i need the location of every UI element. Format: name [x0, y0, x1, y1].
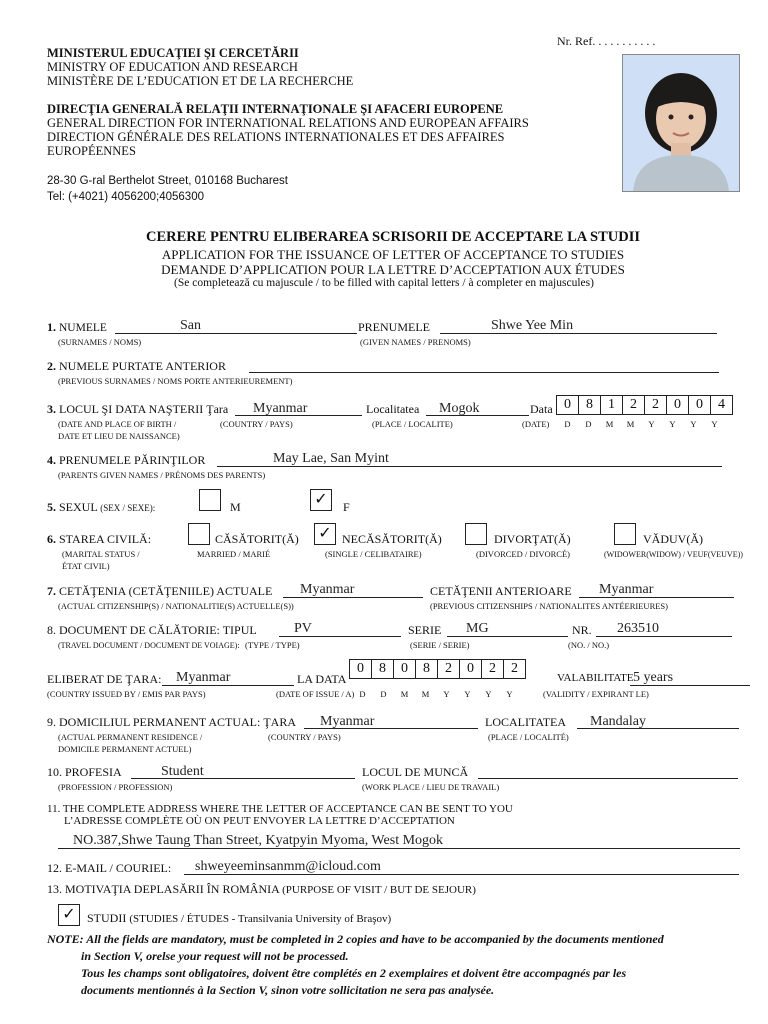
date-digit-cell[interactable]: 0 [350, 660, 372, 678]
given-name-value[interactable]: Shwe Yee Min [491, 318, 574, 333]
birth-sublabel-fr: DATE ET LIEU DE NAISSANCE) [58, 431, 180, 441]
date-digit-cell[interactable]: 2 [438, 660, 460, 678]
surname-value[interactable]: San [180, 318, 201, 333]
single-checkbox[interactable]: ✓ [314, 523, 336, 545]
date-format-letter: D [564, 419, 571, 429]
validity-value[interactable]: 5 years [633, 670, 674, 685]
email-value[interactable]: shweyeeminsanmm@icloud.com [195, 859, 381, 874]
note-line-4: documents mentionnés à la Section V, sinon votre sollicitation ne sera pas analysée. [81, 983, 495, 997]
date-digit-cell[interactable]: 8 [372, 660, 394, 678]
document-type-sublabel: (TYPE / TYPE) [245, 640, 300, 650]
married-checkbox[interactable] [188, 523, 210, 545]
birth-date-format [557, 419, 725, 429]
document-type-value[interactable]: PV [294, 621, 312, 636]
residence-country-sublabel: (COUNTRY / PAYS) [268, 732, 341, 742]
issued-by-label: ELIBERAT DE ŢARA: [47, 672, 162, 686]
workplace-sublabel: (WORK PLACE / LIEU DE TRAVAIL) [362, 782, 500, 792]
birth-place-label: Localitatea [366, 402, 420, 416]
field-11-label-fr: L’ADRESSE COMPLÈTE OÙ ON PEUT ENVOYER LA LETTRE D’ACCEPTATION [64, 815, 455, 827]
field-8-label: 8. DOCUMENT DE CĂLĂTORIE: TIPUL [47, 623, 257, 637]
surname-sublabel: (SURNAMES / NOMS) [58, 337, 142, 347]
date-digit-cell[interactable]: 2 [645, 396, 667, 414]
form-instructions: (Se completează cu majuscule / to be filled with capital letters / à completer en majuscules) [174, 277, 594, 289]
issue-date-cells[interactable] [349, 659, 526, 679]
date-format-letter: Y [506, 689, 513, 699]
date-format-letter: Y [443, 689, 450, 699]
document-series-value[interactable]: MG [466, 621, 489, 636]
date-format-letter: M [400, 689, 409, 699]
parents-value[interactable]: May Lae, San Myint [273, 451, 389, 466]
field-2-label: 2. NUMELE PURTATE ANTERIOR [47, 359, 226, 373]
married-sublabel: MARRIED / MARIÉ [197, 549, 271, 559]
date-format-letter: Y [711, 419, 718, 429]
date-format-letter: Y [485, 689, 492, 699]
date-format-letter: D [359, 689, 366, 699]
date-format-letter: Y [669, 419, 676, 429]
ministry-name-en: MINISTRY OF EDUCATION AND RESEARCH [47, 60, 298, 74]
field-12-label: 12. E-MAIL / COURIEL: [47, 861, 172, 875]
field-7-label: 7. CETĂŢENIA (CETĂŢENIILE) ACTUALE [47, 584, 273, 598]
field-10-label: 10. PROFESIA [47, 765, 122, 779]
date-digit-cell[interactable]: 8 [579, 396, 601, 414]
document-series-sublabel: (SERIE / SERIE) [410, 640, 470, 650]
residence-sublabel: (ACTUAL PERMANENT RESIDENCE / [58, 732, 203, 742]
residence-place-value[interactable]: Mandalay [590, 714, 646, 729]
form-title-ro: CERERE PENTRU ELIBERAREA SCRISORII DE ACCEPTARE LA STUDII [145, 229, 641, 245]
date-format-letter: M [605, 419, 614, 429]
studies-label: STUDII (STUDIES / ÉTUDES - Transilvania University of Braşov) [87, 911, 392, 925]
field-11-label: 11. THE COMPLETE ADDRESS WHERE THE LETTER OF ACCEPTANCE CAN BE SENT TO YOU [47, 803, 513, 815]
studies-checkbox[interactable]: ✓ [58, 904, 80, 926]
document-number-value[interactable]: 263510 [617, 621, 659, 636]
field-1-label: 1. NUMELE [47, 320, 107, 334]
direction-name-ro: DIRECŢIA GENERALĂ RELAŢII INTERNAŢIONALE ŞI AFACERI EUROPENE [47, 102, 504, 116]
date-digit-cell[interactable]: 2 [623, 396, 645, 414]
widowed-checkbox[interactable] [614, 523, 636, 545]
office-address: 28-30 G-ral Berthelot Street, 010168 Bucharest [47, 175, 289, 187]
date-digit-cell[interactable]: 2 [482, 660, 504, 678]
widowed-label: VĂDUV(Ă) [643, 532, 703, 546]
form-title-fr: DEMANDE D’APPLICATION POUR LA LETTRE D’ACCEPTATION AUX ÉTUDES [161, 262, 625, 277]
issue-date-format [352, 689, 520, 699]
workplace-underline[interactable] [478, 778, 738, 779]
divorced-sublabel: (DIVORCED / DIVORCÉ) [476, 549, 570, 559]
residence-sublabel-fr: DOMICILE PERMANENT ACTUEL) [58, 744, 192, 754]
document-number-sublabel: (NO. / NO.) [568, 640, 610, 650]
birth-country-sublabel: (COUNTRY / PAYS) [220, 419, 293, 429]
marital-sublabel: (MARITAL STATUS / [62, 549, 140, 559]
given-name-sublabel: (GIVEN NAMES / PRENOMS) [360, 337, 471, 347]
issue-date-sublabel: (DATE OF ISSUE / A) [276, 689, 355, 699]
previous-citizenship-label: CETĂŢENII ANTERIOARE [430, 584, 572, 598]
citizenship-sublabel: (ACTUAL CITIZENSHIP(S) / NATIONALITIE(S) ACTUELLE(S)) [58, 601, 294, 611]
ministry-name-fr: MINISTÈRE DE L’EDUCATION ET DE LA RECHERCHE [47, 74, 354, 88]
single-sublabel: (SINGLE / CELIBATAIRE) [325, 549, 422, 559]
residence-place-label: LOCALITATEA [485, 715, 567, 729]
sex-f-checkbox[interactable]: ✓ [310, 489, 332, 511]
given-name-label: PRENUMELE [358, 320, 430, 334]
issued-by-sublabel: (COUNTRY ISSUED BY / EMIS PAR PAYS) [47, 689, 206, 699]
note-line-3: Tous les champs sont obligatoires, doivent être complétés en 2 exemplaires et doivent être accompagnés par les [81, 966, 627, 980]
residence-country-value[interactable]: Myanmar [320, 714, 375, 729]
field-3-label: 3. LOCUL ŞI DATA NAŞTERII Ţara [47, 402, 229, 416]
surname-underline [115, 333, 357, 334]
field-4-label: 4. PRENUMELE PĂRINŢILOR [47, 453, 206, 467]
birth-sublabel: (DATE AND PLACE OF BIRTH / [58, 419, 177, 429]
married-label: CĂSĂTORIT(Ă) [215, 532, 299, 546]
direction-name-fr-cont: EUROPÉENNES [47, 144, 136, 158]
direction-name-en: GENERAL DIRECTION FOR INTERNATIONAL RELATIONS AND EUROPEAN AFFAIRS [47, 116, 529, 130]
date-format-letter: M [421, 689, 430, 699]
date-format-letter: D [585, 419, 592, 429]
field-9-label: 9. DOMICILIUL PERMANENT ACTUAL: ŢARA [47, 715, 296, 729]
form-title-en: APPLICATION FOR THE ISSUANCE OF LETTER OF ACCEPTANCE TO STUDIES [161, 247, 625, 262]
reference-number: Nr. Ref. . . . . . . . . . . [557, 34, 656, 48]
date-digit-cell[interactable]: 0 [689, 396, 711, 414]
previous-surname-underline[interactable] [249, 372, 719, 373]
field-5-label: 5. SEXUL (SEX / SEXE): [47, 500, 156, 514]
residence-place-sublabel: (PLACE / LOCALITÉ) [488, 732, 569, 742]
issue-date-label: LA DATA [297, 672, 347, 686]
field-6-label: 6. STAREA CIVILĂ: [47, 532, 152, 546]
issued-by-value[interactable]: Myanmar [176, 670, 231, 685]
profession-sublabel: (PROFESSION / PROFESSION) [58, 782, 173, 792]
date-digit-cell[interactable]: 0 [394, 660, 416, 678]
date-digit-cell[interactable]: 1 [601, 396, 623, 414]
validity-sublabel: (VALIDITY / EXPIRANT LE) [543, 689, 649, 699]
birth-place-sublabel: (PLACE / LOCALITE) [372, 419, 453, 429]
widowed-sublabel: (WIDOWER(WIDOW) / VEUF(VEUVE)) [604, 550, 743, 559]
divorced-label: DIVORŢAT(Ă) [494, 532, 571, 546]
note-line-2: in Section V, orelse your request will not be processed. [81, 949, 349, 963]
previous-surname-sublabel: (PREVIOUS SURNAMES / NOMS PORTE ANTERIEUREMENT) [58, 376, 293, 386]
profession-value[interactable]: Student [161, 764, 204, 779]
sex-m-label: M [230, 500, 241, 514]
applicant-photo [622, 54, 740, 192]
direction-name-fr: DIRECTION GÉNÉRALE DES RELATIONS INTERNATIONALES ET DES AFFAIRES [47, 130, 505, 144]
date-digit-cell[interactable]: 0 [557, 396, 579, 414]
document-number-label: NR. [572, 623, 592, 637]
date-digit-cell[interactable]: 4 [718, 397, 725, 412]
marital-sublabel-fr: ÉTAT CIVIL) [62, 561, 110, 571]
validity-label: VALABILITATE [557, 672, 634, 684]
birth-date-sublabel: (DATE) [522, 419, 550, 429]
parents-sublabel: (PARENTS GIVEN NAMES / PRÉNOMS DES PARENTS) [58, 470, 266, 480]
date-digit-cell[interactable]: 8 [416, 660, 438, 678]
given-name-underline [440, 333, 717, 334]
date-digit-cell[interactable]: 0 [460, 660, 482, 678]
date-digit-cell[interactable]: 2 [511, 661, 518, 676]
birth-country-value[interactable]: Myanmar [253, 401, 308, 416]
birth-date-label: Data [530, 402, 553, 416]
document-series-label: SERIE [408, 623, 442, 637]
single-label: NECĂSĂTORIT(Ă) [342, 532, 442, 546]
office-phone: Tel: (+4021) 4056200;4056300 [47, 191, 204, 203]
citizenship-value[interactable]: Myanmar [300, 582, 355, 597]
divorced-checkbox[interactable] [465, 523, 487, 545]
birth-date-cells[interactable] [556, 395, 733, 415]
field-13-label: 13. MOTIVAŢIA DEPLASĂRII ÎN ROMÂNIA (PURPOSE OF VISIT / BUT DE SEJOUR) [47, 882, 476, 896]
date-format-letter: Y [648, 419, 655, 429]
note-line-1: NOTE: All the fields are mandatory, must be completed in 2 copies and have to be accompanied by the documents mentioned [47, 932, 664, 946]
sex-m-checkbox[interactable] [199, 489, 221, 511]
workplace-label: LOCUL DE MUNCĂ [362, 765, 469, 779]
date-format-letter: Y [464, 689, 471, 699]
date-digit-cell[interactable]: 0 [667, 396, 689, 414]
document-sublabel: (TRAVEL DOCUMENT / DOCUMENT DE VOIAGE): [58, 641, 240, 650]
sex-f-label: F [343, 500, 350, 514]
previous-citizenship-sublabel: (PREVIOUS CITIZENSHIPS / NATIONALITES ANTÉERIEURES) [430, 601, 668, 611]
previous-citizenship-value[interactable]: Myanmar [599, 582, 654, 597]
mailing-address-value[interactable]: NO.387,Shwe Taung Than Street, Kyatpyin Myoma, West Mogok [73, 833, 444, 848]
date-format-letter: D [380, 689, 387, 699]
ministry-name-ro: MINISTERUL EDUCAŢIEI ŞI CERCETĂRII [47, 46, 299, 60]
date-format-letter: Y [690, 419, 697, 429]
date-format-letter: M [626, 419, 635, 429]
birth-place-value[interactable]: Mogok [439, 401, 480, 416]
